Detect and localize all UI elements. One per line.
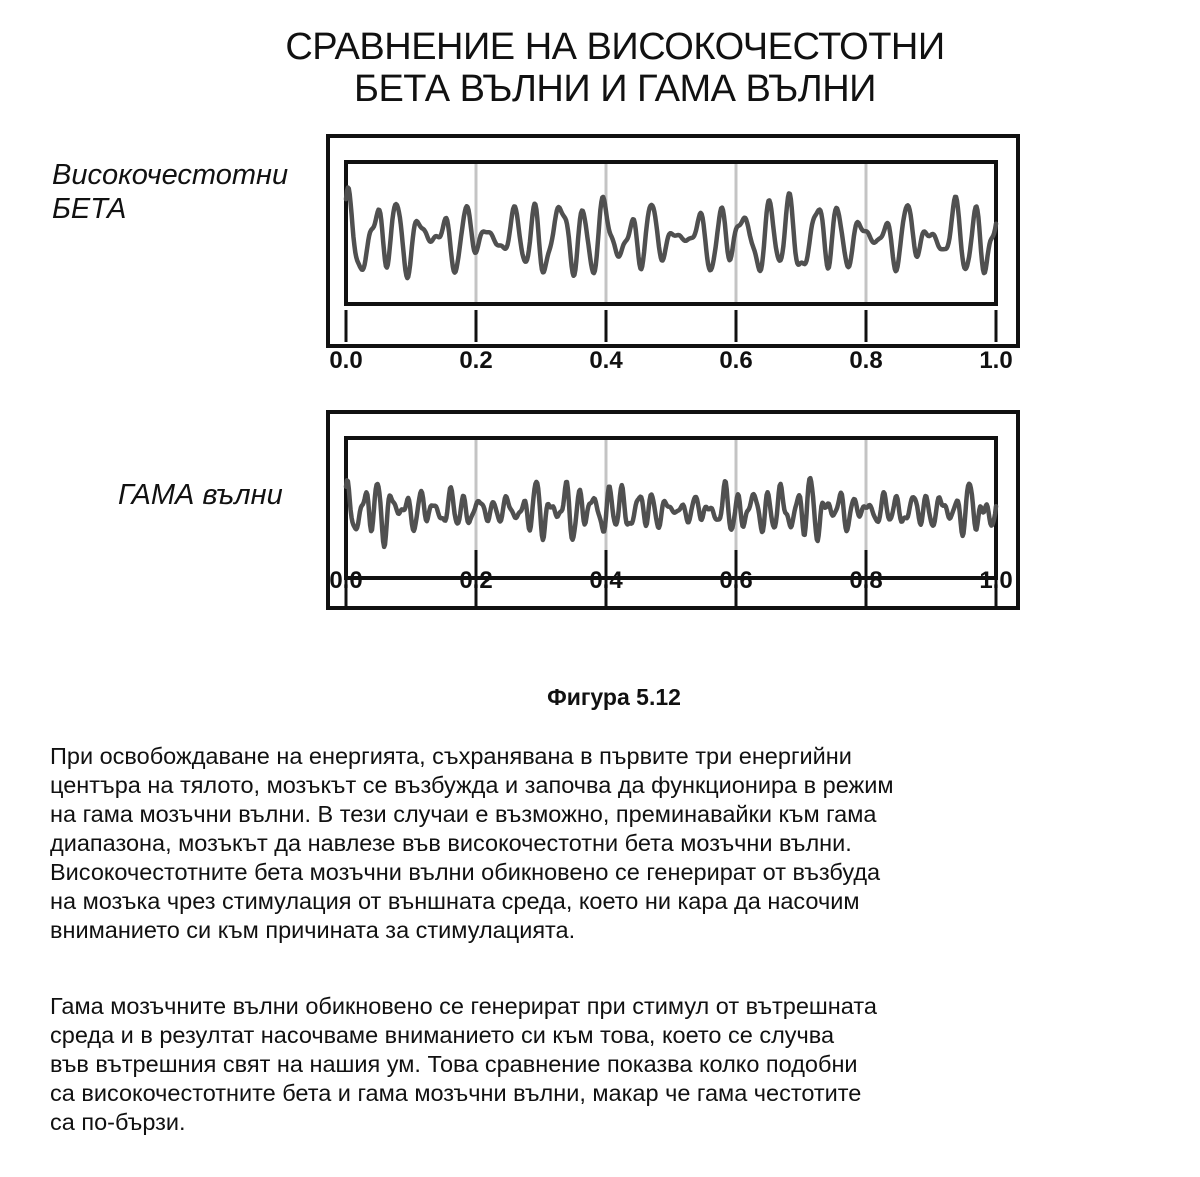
beta-label-line: Високочестотни	[52, 159, 289, 191]
text-line: на гама мозъчни вълни. В тези случаи е възможно, преминавайки към гама	[50, 801, 877, 827]
gamma-tick-label: 0.4	[589, 567, 623, 594]
beta-label-line: БЕТА	[52, 193, 127, 225]
text-line: среда и в резултат насочваме вниманието си към това, което се случва	[50, 1022, 835, 1048]
beta-tick-label: 0.2	[459, 347, 493, 374]
text-line: диапазона, мозъкът да навлезе във високочестотни бета мозъчни вълни.	[50, 830, 852, 856]
beta-tick-label: 0.0	[329, 347, 363, 374]
figure-title-line: БЕТА ВЪЛНИ И ГАМА ВЪЛНИ	[354, 68, 876, 110]
gamma-tick-label: 0.6	[719, 567, 753, 594]
figure-title-line: СРАВНЕНИЕ НА ВИСОКОЧЕСТОТНИ	[285, 26, 945, 68]
text-line: Високочестотните бета мозъчни вълни обикновено се генерират от възбуда	[50, 859, 881, 885]
figure-title	[0, 26, 1200, 110]
gamma-tick-label: 0.0	[329, 567, 363, 594]
figure-caption: Фигура 5.12	[547, 684, 681, 710]
text-line: центъра на тялото, мозъкът се възбужда и започва да функционира в режим	[50, 772, 894, 798]
text-line: във вътрешния свят на нашия ум. Това сравнение показва колко подобни	[50, 1051, 858, 1077]
text-line: са високочестотните бета и гама мозъчни вълни, макар че гама честотите	[50, 1080, 862, 1106]
beta-wave-chart	[0, 120, 1060, 380]
beta-tick-label: 1.0	[979, 347, 1013, 374]
text-line: вниманието си към причината за стимулацията.	[50, 917, 576, 943]
gamma-wave-chart	[0, 400, 1060, 630]
beta-tick-label: 0.4	[589, 347, 623, 374]
gamma-label-line: ГАМА вълни	[118, 479, 283, 511]
paragraph-1	[50, 742, 1170, 945]
gamma-tick-label: 1.0	[979, 567, 1013, 594]
gamma-wave-trace	[346, 478, 996, 547]
beta-wave-trace	[346, 188, 996, 279]
gamma-tick-label: 0.2	[459, 567, 493, 594]
text-line: на мозъка чрез стимулация от външната среда, което ни кара да насочим	[50, 888, 860, 914]
beta-tick-label: 0.8	[849, 347, 883, 374]
paragraph-2	[50, 992, 1170, 1137]
text-line: При освобождаване на енергията, съхранявана в първите три енергийни	[50, 743, 852, 769]
text-line: Гама мозъчните вълни обикновено се генерират при стимул от вътрешната	[50, 993, 877, 1019]
gamma-tick-label: 0.8	[849, 567, 883, 594]
text-line: са по-бързи.	[50, 1109, 186, 1135]
beta-tick-label: 0.6	[719, 347, 753, 374]
